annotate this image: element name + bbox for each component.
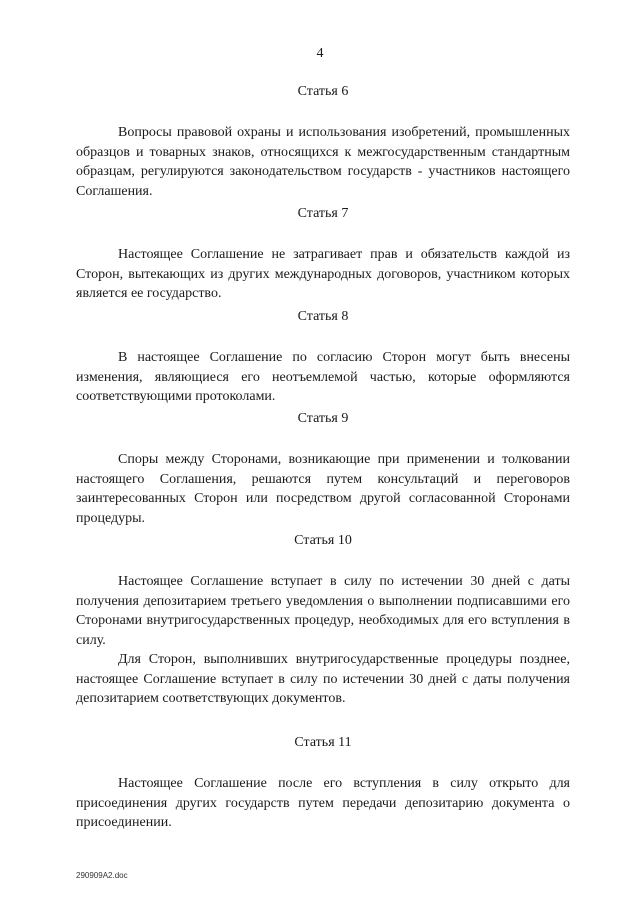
article-paragraph: Настоящее Соглашение не затрагивает прав и обязательств каждой из Сторон, вытекающих из других международных договоров, участником которых является ее государство. [76, 247, 570, 301]
article-paragraph: Для Сторон, выполнивших внутригосударственные процедуры позднее, настоящее Соглашение вступает в силу по истечении 30 дней с даты получения депозитарием соответствующих документов. [76, 652, 570, 706]
article-10 [76, 531, 570, 709]
article-title: Статья 11 [294, 735, 352, 750]
page-number: 4 [316, 46, 324, 61]
article-paragraph: В настоящее Соглашение по согласию Сторон могут быть внесены изменения, являющиеся его неотъемлемой частью, которые оформляются соответствующими протоколами. [76, 350, 570, 404]
article-title: Статья 7 [297, 206, 349, 221]
article-title: Статья 6 [297, 84, 349, 99]
article-paragraph: Настоящее Соглашение вступает в силу по истечении 30 дней с даты получения депозитарием третьего уведомления о выполнении подписавшими его Сторонами внутригосударственных процедур, необходимых для его вступления в силу. [76, 574, 570, 648]
article-11 [76, 733, 570, 833]
article-8 [76, 307, 570, 407]
article-paragraph: Споры между Сторонами, возникающие при применении и толковании настоящего Соглашения, решаются путем консультаций и переговоров заинтересованных Сторон или посредством другой согласованной Сторонами процедуры. [76, 452, 570, 526]
article-paragraph: Настоящее Соглашение после его вступления в силу открыто для присоединения других государств путем передачи депозитарию документа о присоединении. [76, 776, 570, 830]
article-6 [76, 82, 570, 201]
article-title: Статья 9 [297, 411, 349, 426]
article-9 [76, 409, 570, 528]
article-title: Статья 8 [297, 309, 349, 324]
article-paragraph: Вопросы правовой охраны и использования изобретений, промышленных образцов и товарных знаков, относящихся к межгосударственным стандартным образцам, регулируются законодательством государств - участников настоящего Соглашения. [76, 125, 570, 199]
article-7 [76, 204, 570, 304]
file-name-footer: 290909A2.doc [76, 871, 128, 880]
article-title: Статья 10 [294, 533, 352, 548]
